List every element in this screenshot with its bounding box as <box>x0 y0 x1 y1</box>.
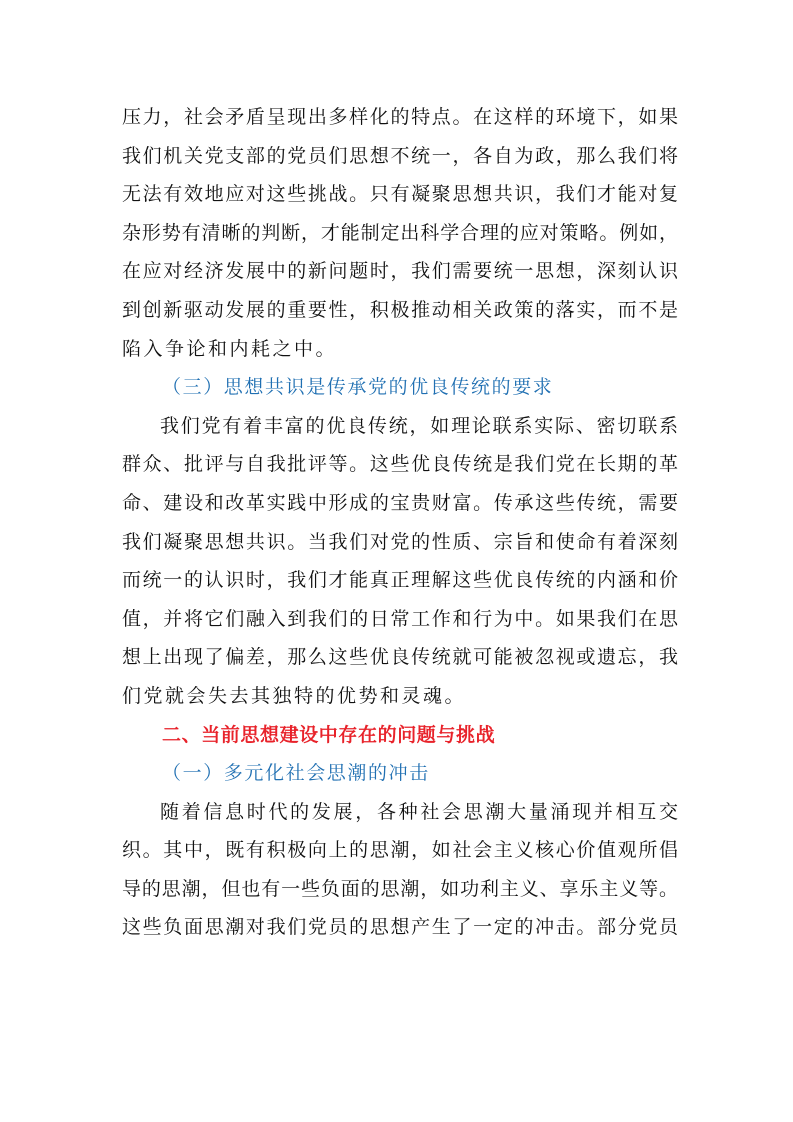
document-body <box>122 98 678 947</box>
text-line: 命、建设和改革实践中形成的宝贵财富。传承这些传统，需要 <box>122 491 678 514</box>
text-line: 值，并将它们融入到我们的日常工作和行为中。如果我们在思 <box>122 607 678 630</box>
text-line: 我们党有着丰富的优良传统，如理论联系实际、密切联系 <box>160 414 678 437</box>
text-line: 无法有效地应对这些挑战。只有凝聚思想共识，我们才能对复 <box>122 183 678 206</box>
text-line: 导的思潮，但也有一些负面的思潮，如功利主义、享乐主义等。 <box>122 877 678 900</box>
text-line: 想上出现了偏差，那么这些优良传统就可能被忽视或遗忘，我 <box>122 646 678 669</box>
paragraph <box>122 407 678 716</box>
text-line: 我们凝聚思想共识。当我们对党的性质、宗旨和使命有着深刻 <box>122 530 678 553</box>
text-line: 而统一的认识时，我们才能真正理解这些优良传统的内涵和价 <box>122 569 678 592</box>
text-line: 压力，社会矛盾呈现出多样化的特点。在这样的环境下，如果 <box>122 106 678 128</box>
text-line: 这些负面思潮对我们党员的思想产生了一定的冲击。部分党员 <box>122 916 678 939</box>
subsection-heading: （三）思想共识是传承党的优良传统的要求 <box>162 376 554 399</box>
text-line: 陷入争论和内耗之中。 <box>122 337 338 360</box>
text-line: 随着信息时代的发展，各种社会思潮大量涌现并相互交 <box>160 800 678 823</box>
text-line: 群众、批评与自我批评等。这些优良传统是我们党在长期的革 <box>122 453 678 476</box>
text-line: 到创新驱动发展的重要性，积极推动相关政策的落实，而不是 <box>122 298 678 321</box>
text-line: 我们机关党支部的党员们思想不统一，各自为政，那么我们将 <box>122 144 678 167</box>
subsection-heading: （一）多元化社会思潮的冲击 <box>162 762 430 785</box>
section-heading: 二、当前思想建设中存在的问题与挑战 <box>162 723 496 746</box>
text-line: 杂形势有清晰的判断，才能制定出科学合理的应对策略。例如， <box>122 221 678 244</box>
text-line: 们党就会失去其独特的优势和灵魂。 <box>122 684 467 707</box>
paragraph <box>122 793 678 947</box>
text-line: 在应对经济发展中的新问题时，我们需要统一思想，深刻认识 <box>122 260 678 283</box>
paragraph <box>122 98 678 368</box>
text-line: 织。其中，既有积极向上的思潮，如社会主义核心价值观所倡 <box>122 839 678 862</box>
